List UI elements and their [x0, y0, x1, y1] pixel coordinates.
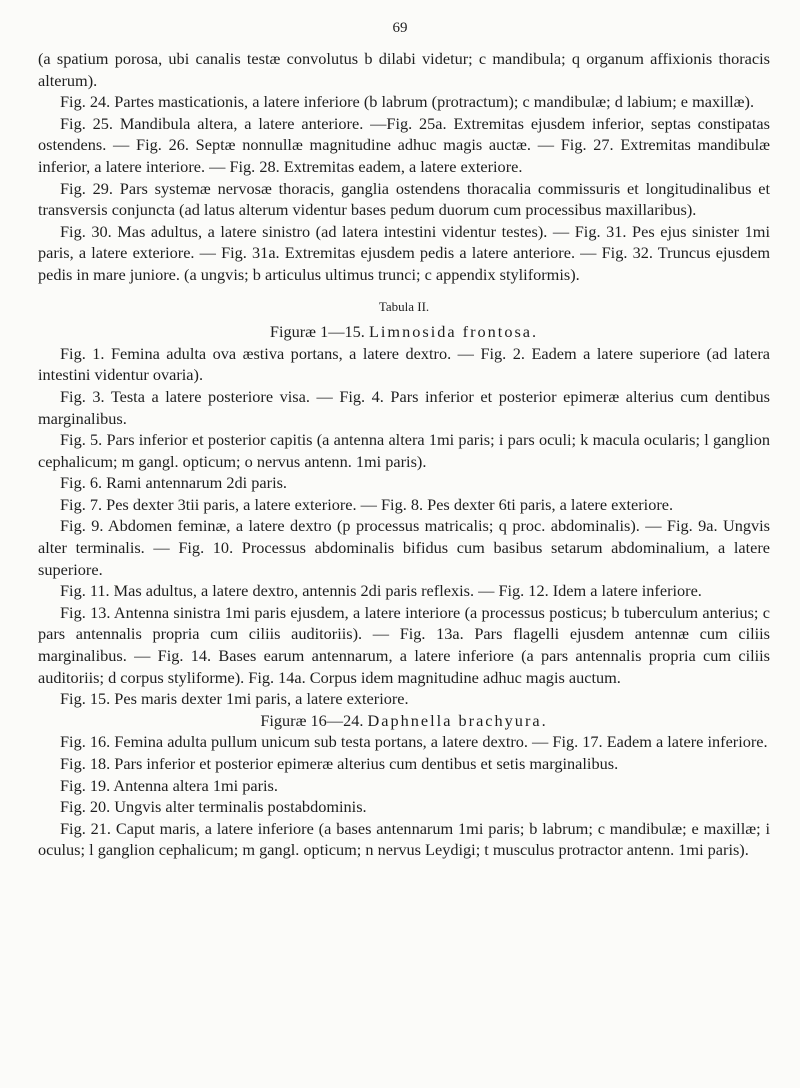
plate-title: Tabula II.: [378, 298, 430, 314]
text-body: [38, 48, 770, 861]
paragraph: Fig. 5. Pars inferior et posterior capitis (a antenna altera 1mi paris; i pars oculi; k macula ocularis; l ganglion cephalicum; m gangl. opticum; o nervus antenn. 1mi paris).: [38, 430, 770, 471]
paragraph: Fig. 9. Abdomen feminæ, a latere dextro (p processus matricalis; q proc. abdominalis). — Fig. 9a. Ungvis alter terminalis. — Fig. 10. Processus abdominalis bifidus cum basibus setarum abdominalium, a latere superiore.: [38, 516, 770, 579]
paragraph: Fig. 24. Partes masticationis, a latere inferiore (b labrum (protractum); c mandibulæ; d labium; e maxillæ).: [60, 92, 755, 112]
paragraph: Fig. 29. Pars systemæ nervosæ thoracis, ganglia ostendens thoracalia commissuris et longitudinalibus et transversis conjuncta (ad latus alterum videntur bases pedum duorum cum processibus maxillaribus).: [38, 178, 770, 220]
heading-species: Daphnella brachyura.: [367, 710, 548, 730]
section-heading: [38, 321, 770, 343]
paragraph: Fig. 15. Pes maris dexter 1mi paris, a latere exteriore.: [60, 689, 409, 709]
paragraph: Fig. 13. Antenna sinistra 1mi paris ejusdem, a latere interiore (a processus posticus; b tuberculum anterius; c pars antennalis propria cum ciliis auditoriis). — Fig. 13a. Pars flagelli ejusdem antennæ cum ciliis marginalibus. — Fig. 14. Bases earum antennarum, a latere inferiore (a pars antennalis propria cum ciliis auditoriis; d corpus styliforme). Fig. 14a. Corpus idem magnitudine adhuc magis auctum.: [38, 602, 770, 687]
heading-figures: Figuræ 16—24.: [260, 710, 364, 730]
paragraph: Fig. 16. Femina adulta pullum unicum sub testa portans, a latere dextro. — Fig. 17. Eadem a latere inferiore.: [60, 732, 768, 752]
paragraph: Fig. 3. Testa a latere posteriore visa. — Fig. 4. Pars inferior et posterior epimeræ alterius cum dentibus marginalibus.: [38, 386, 770, 428]
paragraph: Fig. 7. Pes dexter 3tii paris, a latere exteriore. — Fig. 8. Pes dexter 6ti paris, a latere exteriore.: [60, 494, 674, 514]
paragraph: Fig. 19. Antenna altera 1mi paris.: [60, 775, 278, 795]
paragraph: Fig. 18. Pars inferior et posterior epimeræ alterius cum dentibus et setis marginalibus.: [60, 754, 619, 773]
heading-figures: Figuræ 1—15.: [269, 322, 365, 342]
paragraph: Fig. 30. Mas adultus, a latere sinistro (ad latera intestini videntur testes). — Fig. 31. Pes ejus sinister 1mi paris, a latere exteriore. — Fig. 31a. Extremitas ejusdem pedis a latere anteriore. — Fig. 32. Truncus ejusdem pedis in mare juniore. (a ungvis; b articulus ultimus trunci; c appendix styliformis).: [38, 221, 770, 284]
section-heading: [38, 710, 770, 732]
paragraph: Fig. 11. Mas adultus, a latere dextro, antennis 2di paris reflexis. — Fig. 12. Idem a latere inferiore.: [60, 581, 702, 601]
paragraph: Fig. 25. Mandibula altera, a latere anteriore. —Fig. 25a. Extremitas ejusdem inferior, septas constipatas ostendens. — Fig. 26. Septæ nonnullæ magnitudine adhuc magis auctæ. — Fig. 27. Extremitas mandibulæ inferior, a latere interiore. — Fig. 28. Extremitas eadem, a latere exteriore.: [38, 113, 770, 176]
paragraph: Fig. 6. Rami antennarum 2di paris.: [60, 473, 287, 493]
paragraph: (a spatium porosa, ubi canalis testæ convolutus b dilabi videtur; c mandibula; q organum affixionis thoracis alterum).: [38, 49, 770, 90]
paragraph: Fig. 21. Caput maris, a latere inferiore (a bases antennarum 1mi paris; b labrum; c mandibulæ; e maxillæ; i oculus; l ganglion cephalicum; m gangl. opticum; n nervus Leydigi; t musculus protractor antenn. 1mi paris).: [38, 818, 770, 860]
paragraph: Fig. 1. Femina adulta ova æstiva portans, a latere dextro. — Fig. 2. Eadem a latere superiore (ad latera intestini videntur ovaria).: [38, 343, 770, 385]
heading-species: Limnosida frontosa.: [368, 322, 539, 342]
paragraph: Fig. 20. Ungvis alter terminalis postabdominis.: [60, 797, 367, 817]
page-number: 69: [392, 20, 408, 36]
